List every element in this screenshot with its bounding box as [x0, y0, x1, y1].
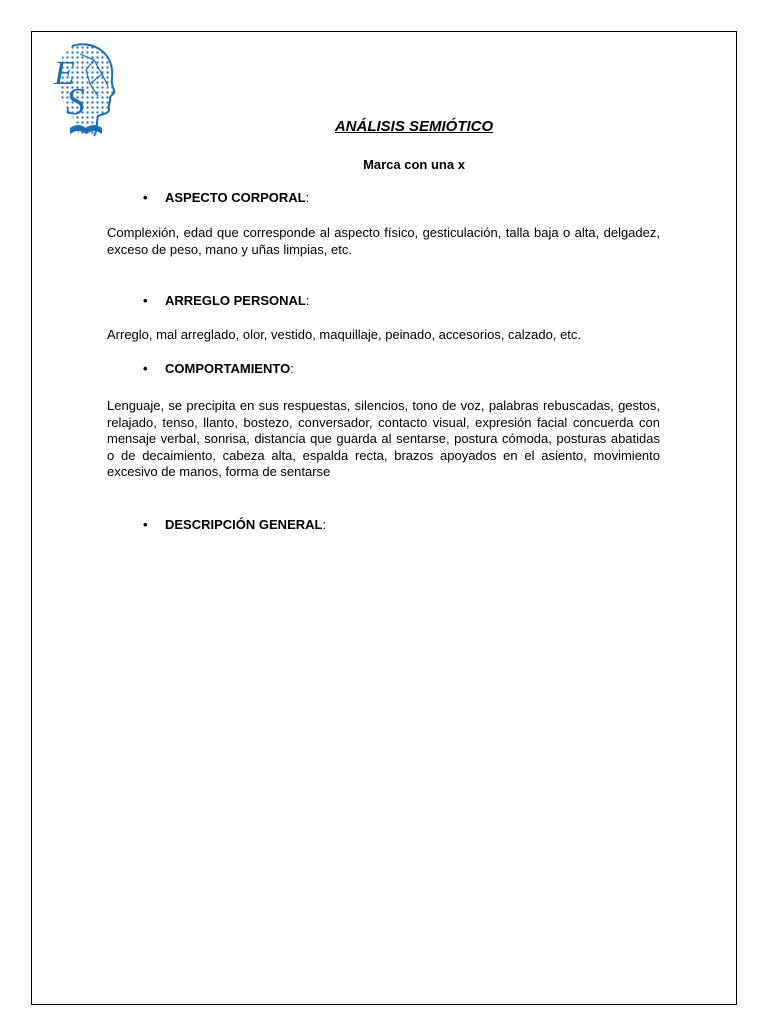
page-title: ANÁLISIS SEMIÓTICO [334, 118, 494, 135]
page-subtitle: Marca con una x [363, 157, 465, 172]
bullet-icon: • [143, 190, 148, 205]
section-heading-comportamiento: • COMPORTAMIENTO: [143, 361, 294, 376]
section-heading-arreglo-personal: • ARREGLO PERSONAL: [143, 293, 310, 308]
section-heading-aspecto-corporal: • ASPECTO CORPORAL: [143, 190, 310, 205]
page-border [31, 31, 737, 1005]
section-text-arreglo-personal: Arreglo, mal arreglado, olor, vestido, maquillaje, peinado, accesorios, calzado, etc. [107, 327, 582, 342]
section-text-aspecto-corporal: Complexión, edad que corresponde al aspecto físico, gesticulación, talla baja o alta, delgadez, exceso de peso, mano y uñas limpias, etc. [107, 225, 660, 257]
bullet-icon: • [143, 517, 148, 532]
bullet-icon: • [143, 361, 148, 376]
svg-text:S: S [66, 81, 85, 123]
section-heading-descripcion-general: • DESCRIPCIÓN GENERAL: [143, 517, 327, 532]
svg-text:E: E [54, 55, 75, 92]
bullet-icon: • [143, 293, 148, 308]
section-text-comportamiento: Lenguaje, se precipita en sus respuestas, silencios, tono de voz, palabras rebuscadas, gestos, relajado, tenso, llanto, bostezo, conversador, contacto visual, expresión facial concuerda con mensaje verbal, sonrisa, distancia que guarda al sentarse, postura cómoda, posturas abatidas o de decaimiento, cabeza alta, espalda recta, brazos apoyados en el asiento, movimiento excesivo de manos, forma de sentarse [107, 398, 660, 479]
